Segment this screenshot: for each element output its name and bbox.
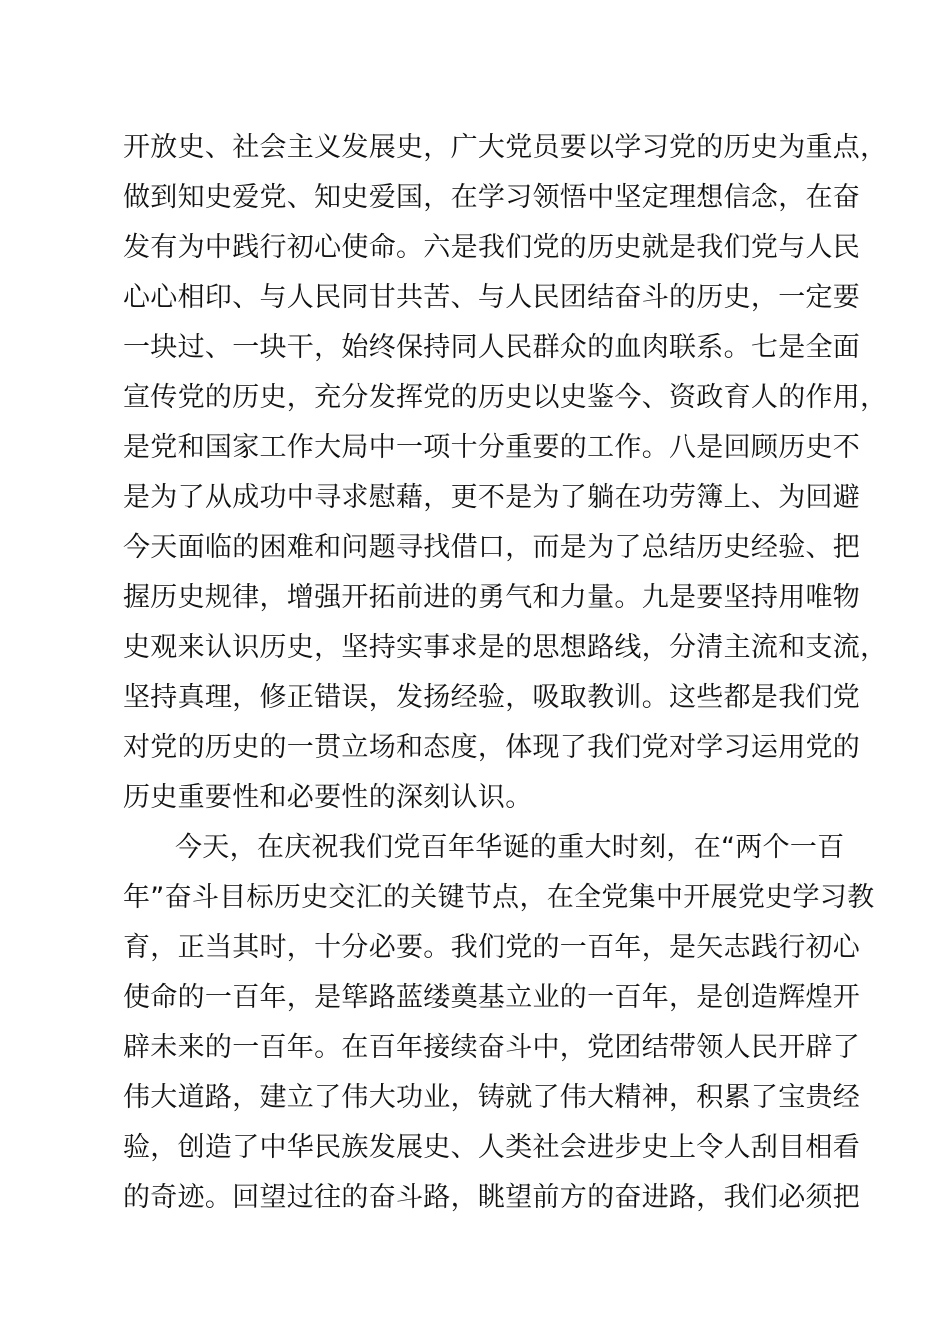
text-line: 坚持真理，修正错误，发扬经验，吸取教训。这些都是我们党 (123, 682, 861, 713)
text-line: 伟大道路，建立了伟大功业，铸就了伟大精神，积累了宝贵经 (123, 1082, 861, 1113)
text-line: 辟未来的一百年。在百年接续奋斗中，党团结带领人民开辟了 (123, 1032, 861, 1063)
text-line: 今天面临的困难和问题寻找借口，而是为了总结历史经验、把 (123, 532, 861, 563)
text-line: 年”奋斗目标历史交汇的关键节点，在全党集中开展党史学习教 (123, 882, 875, 913)
text-line: 验，创造了中华民族发展史、人类社会进步史上令人刮目相看 (123, 1132, 861, 1163)
paragraph-first-line: 今天，在庆祝我们党百年华诞的重大时刻，在“两个一百 (175, 832, 845, 863)
text-line: 一块过、一块干，始终保持同人民群众的血肉联系。七是全面 (123, 332, 861, 363)
text-line: 握历史规律，增强开拓前进的勇气和力量。九是要坚持用唯物 (123, 582, 861, 613)
body-text (123, 123, 888, 1223)
text-line: 发有为中践行初心使命。六是我们党的历史就是我们党与人民 (123, 232, 861, 263)
text-line: 历史重要性和必要性的深刻认识。 (123, 782, 533, 813)
text-line: 育，正当其时，十分必要。我们党的一百年，是矢志践行初心 (123, 932, 861, 963)
text-line: 做到知史爱党、知史爱国，在学习领悟中坚定理想信念，在奋 (123, 182, 861, 213)
text-line: 史观来认识历史，坚持实事求是的思想路线，分清主流和支流， (123, 632, 888, 663)
text-line: 是为了从成功中寻求慰藉，更不是为了躺在功劳簿上、为回避 (123, 482, 861, 513)
text-line: 是党和国家工作大局中一项十分重要的工作。八是回顾历史不 (123, 432, 861, 463)
text-line: 宣传党的历史，充分发挥党的历史以史鉴今、资政育人的作用， (123, 382, 888, 413)
text-line: 使命的一百年，是筚路蓝缕奠基立业的一百年，是创造辉煌开 (123, 982, 861, 1013)
text-line: 心心相印、与人民同甘共苦、与人民团结奋斗的历史，一定要 (123, 282, 861, 313)
text-line: 开放史、社会主义发展史，广大党员要以学习党的历史为重点， (123, 132, 888, 163)
text-line: 的奇迹。回望过往的奋斗路，眺望前方的奋进路，我们必须把 (123, 1182, 861, 1213)
text-line: 对党的历史的一贯立场和态度，体现了我们党对学习运用党的 (123, 732, 861, 763)
